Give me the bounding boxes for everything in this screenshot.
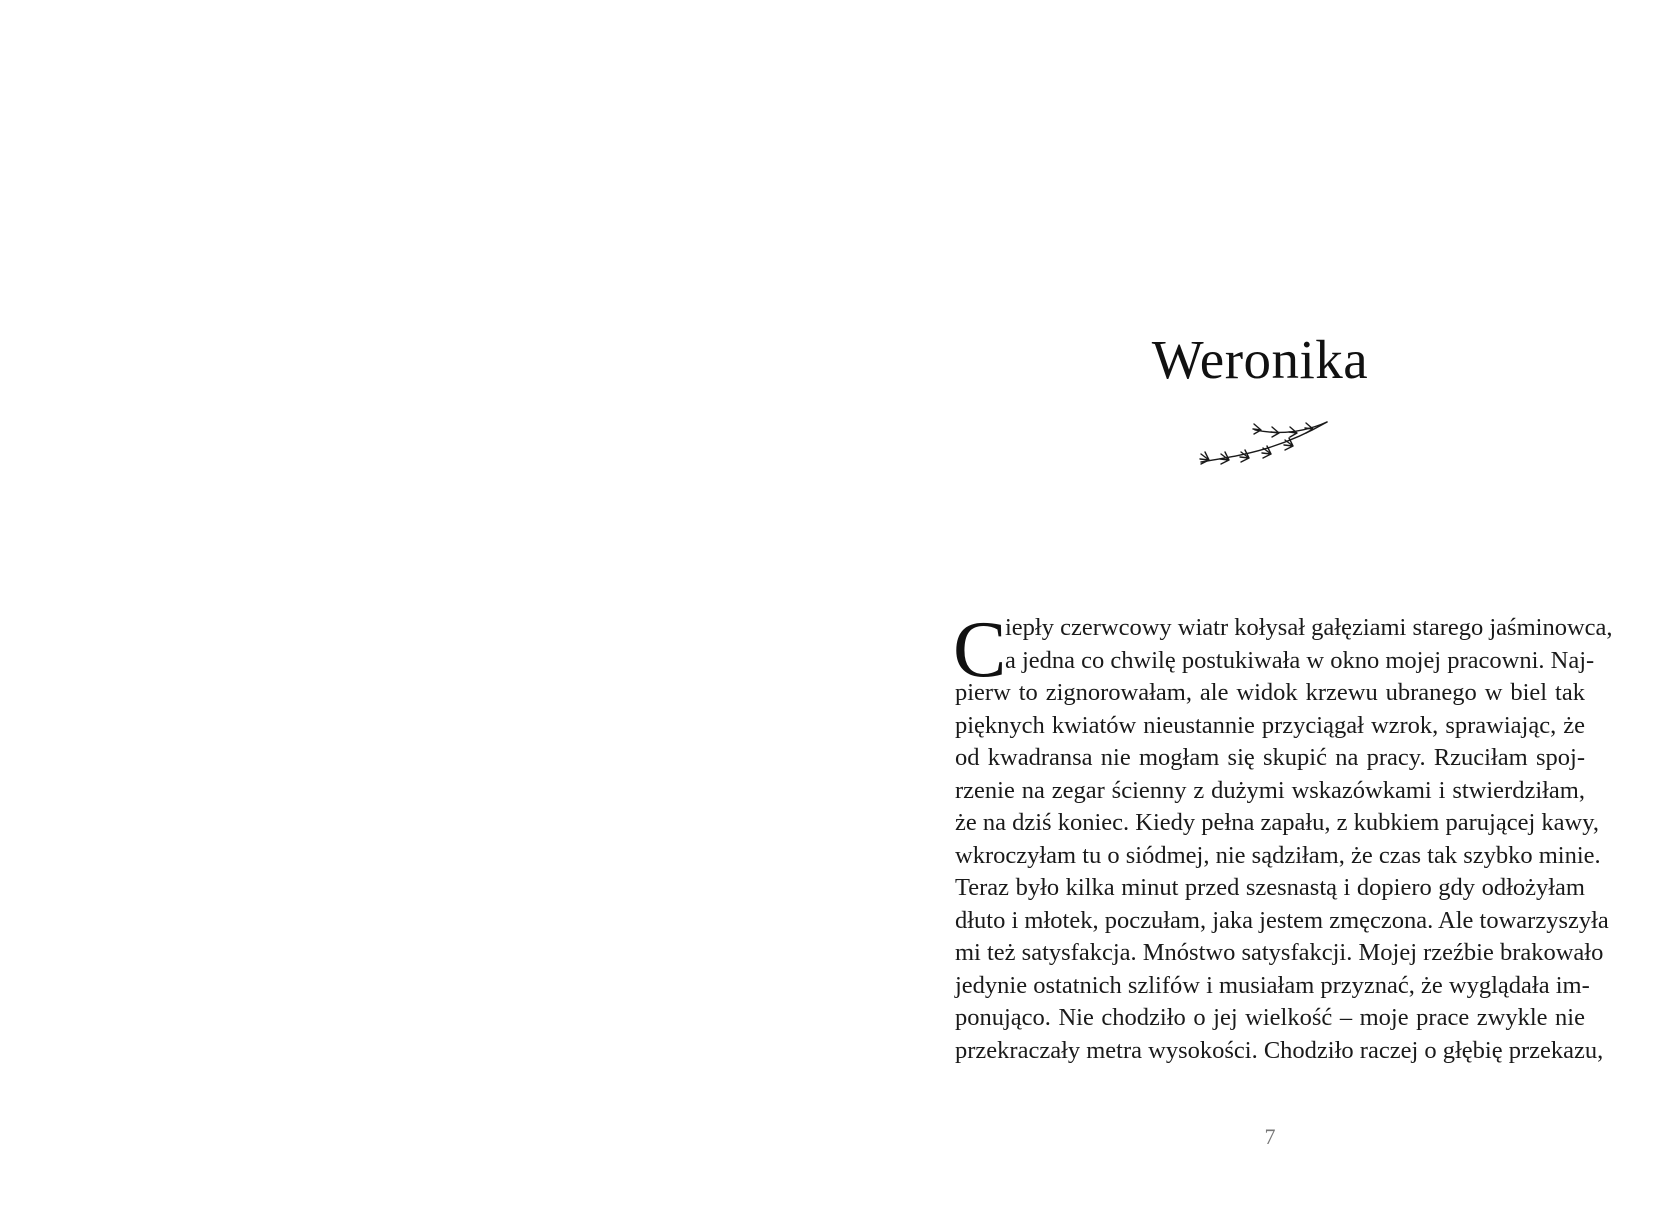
text-line: dłuto i młotek, poczułam, jaka jestem zmęczona. Ale towarzyszyła [955,906,1609,934]
text-line: Teraz było kilka minut przed szesnastą i dopiero gdy odłożyłam [955,874,1585,901]
text-line: od kwadransa nie mogłam się skupić na pracy. Rzuciłam spoj- [955,744,1585,771]
text-line: ponująco. Nie chodziło o jej wielkość – moje prace zwykle nie [955,1004,1585,1031]
page-number: 7 [1264,1124,1276,1149]
sprig-ornament-icon [1195,412,1335,482]
text-line: przekraczały metra wysokości. Chodziło raczej o głębię przekazu, [955,1036,1604,1064]
body-paragraph [953,606,1613,1067]
text-line: pięknych kwiatów nieustannie przyciągał wzrok, sprawiając, że [955,711,1585,739]
text-line: pierw to zignorowałam, ale widok krzewu ubranego w biel tak [955,679,1585,706]
chapter-title: Weronika [1151,329,1369,390]
drop-cap: C [953,606,1007,694]
text-line: że na dziś koniec. Kiedy pełna zapału, z kubkiem parującej kawy, [955,809,1599,836]
text-line: mi też satysfakcja. Mnóstwo satysfakcji. Mojej rzeźbie brakowało [955,939,1604,966]
text-line: jedynie ostatnich szlifów i musiałam przyznać, że wyglądała im- [955,971,1590,999]
text-line: iepły czerwcowy wiatr kołysał gałęziami starego jaśminowca, [1005,614,1613,641]
text-line: rzenie na zegar ścienny z dużymi wskazówkami i stwierdziłam, [955,776,1585,804]
text-line: a jedna co chwilę postukiwała w okno mojej pracowni. Naj- [1005,646,1595,674]
text-line: wkroczyłam tu o siódmej, nie sądziłam, że czas tak szybko minie. [955,841,1601,869]
